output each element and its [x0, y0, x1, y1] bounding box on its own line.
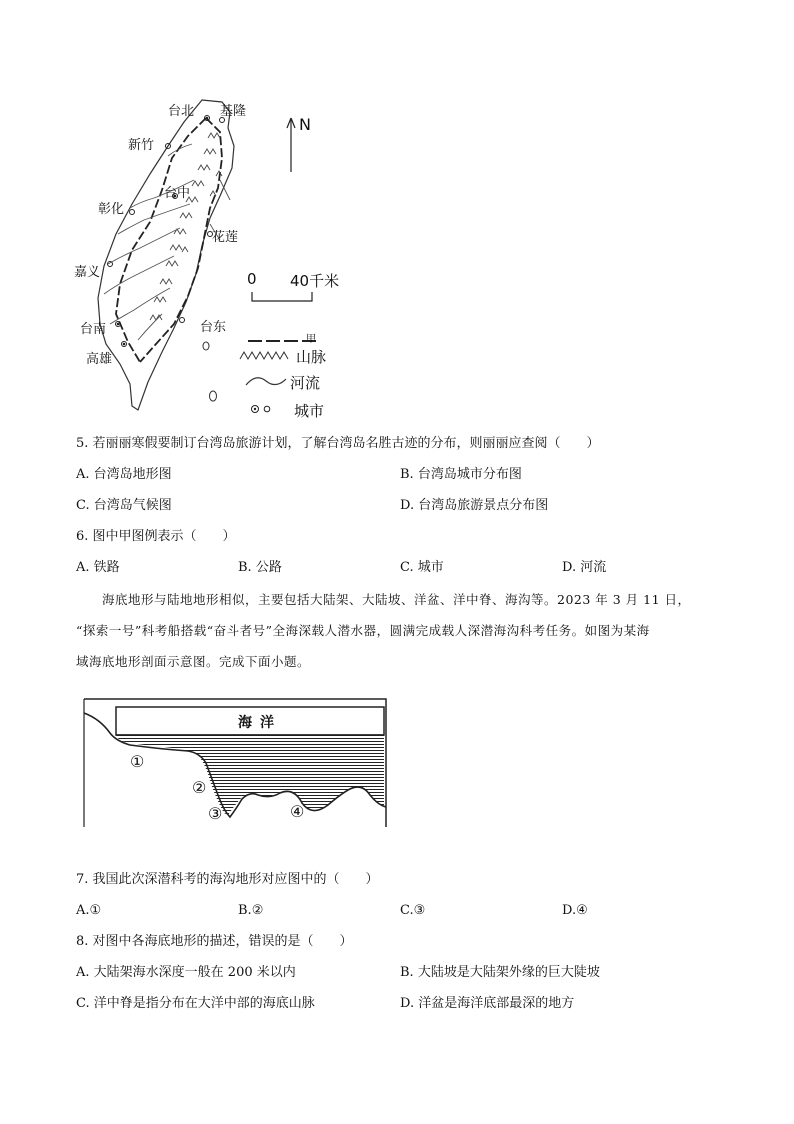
green-island	[203, 342, 209, 350]
legend-mountain-symbol	[238, 348, 296, 362]
passage-line-2: “探索一号”科考船搭载“奋斗者号”全海深载人潜水器，圆满完成载人深潜海沟科考任务。如图为某海	[76, 623, 650, 638]
option-text: 大陆坡是大陆架外缘的巨大陡坡	[417, 965, 600, 980]
taiwan-map	[70, 88, 370, 420]
city-label-hualien: 花莲	[212, 230, 239, 245]
option-text: 公路	[255, 560, 282, 575]
city-label-taitung: 台东	[200, 320, 227, 335]
question-text: 对图中各海底地形的描述，错误的是（ ）	[92, 934, 353, 949]
option-text: ①	[89, 903, 102, 918]
question-6-stem	[76, 528, 236, 546]
option-key: C.	[400, 560, 414, 575]
option-text: 台湾岛城市分布图	[417, 467, 522, 482]
question-number: 5.	[76, 436, 89, 451]
option-text: 河流	[580, 560, 607, 575]
question-5-stem	[76, 435, 600, 453]
question-7-stem	[76, 871, 379, 889]
scale-bar	[250, 290, 316, 304]
question-8-option-d[interactable]	[400, 995, 574, 1013]
question-7-option-c[interactable]	[400, 902, 425, 920]
question-5-option-b[interactable]	[400, 466, 522, 484]
profile-marker-2: ②	[192, 778, 207, 797]
question-6-option-d[interactable]	[562, 559, 606, 577]
question-7-option-d[interactable]	[562, 902, 588, 920]
option-key: A.	[76, 560, 90, 575]
city-label-tainan: 台南	[80, 322, 107, 337]
question-6-option-a[interactable]	[76, 559, 120, 577]
question-7-option-a[interactable]	[76, 902, 101, 920]
option-text: ③	[413, 903, 426, 918]
city-label-taichung: 台中	[164, 186, 191, 201]
orchid-island	[210, 391, 217, 401]
city-label-changhua: 彰化	[98, 202, 125, 217]
scale-end-label: 40千米	[290, 272, 340, 290]
profile-marker-4: ④	[290, 802, 305, 821]
north-label: N	[299, 115, 311, 134]
question-text: 若丽丽寒假要制订台湾岛旅游计划，了解台湾岛名胜古迹的分布，则丽丽应查阅（ ）	[92, 436, 600, 451]
option-text: 铁路	[93, 560, 120, 575]
option-key: D.	[562, 560, 577, 575]
option-text: 洋中脊是指分布在大洋中部的海底山脉	[93, 996, 315, 1011]
question-number: 8.	[76, 934, 89, 949]
profile-marker-1: ①	[130, 752, 145, 771]
option-text: 台湾岛旅游景点分布图	[418, 498, 549, 513]
legend-river-label: 河流	[290, 374, 321, 392]
city-label-hsinchu: 新竹	[128, 138, 155, 153]
passage-line-3: 域海底地形剖面示意图。完成下面小题。	[76, 654, 311, 669]
question-8-option-c[interactable]	[76, 995, 315, 1013]
question-5-option-d[interactable]	[400, 497, 548, 515]
question-8-option-b[interactable]	[400, 964, 600, 982]
city-label-taipei: 台北	[168, 104, 195, 119]
legend-mountain-label: 山脉	[296, 348, 327, 366]
question-8-option-a[interactable]	[76, 964, 296, 982]
scale-start-label: 0	[247, 270, 257, 288]
option-key: B.	[400, 965, 414, 980]
option-key: C.	[400, 903, 414, 918]
question-6-option-b[interactable]	[238, 559, 282, 577]
legend-city-symbol	[250, 403, 276, 415]
option-key: B.	[400, 467, 414, 482]
option-key: A.	[76, 903, 90, 918]
question-6-option-c[interactable]	[400, 559, 444, 577]
question-5-option-c[interactable]	[76, 497, 172, 515]
seafloor-profile-diagram	[80, 695, 390, 831]
profile-marker-3: ③	[208, 804, 223, 823]
question-7-option-b[interactable]	[238, 902, 263, 920]
city-label-chiayi: 嘉义	[74, 265, 101, 280]
question-8-stem	[76, 933, 353, 951]
option-text: 大陆架海水深度一般在 200 米以内	[93, 965, 296, 980]
legend-river-symbol	[244, 373, 288, 389]
option-text: ②	[251, 903, 264, 918]
question-5-option-a[interactable]	[76, 466, 172, 484]
option-key: A.	[76, 965, 90, 980]
legend-city-label: 城市	[294, 402, 325, 420]
ocean-label: 海洋	[238, 715, 282, 731]
city-label-kaohsiung: 高雄	[86, 352, 113, 367]
question-text: 我国此次深潜科考的海沟地形对应图中的（ ）	[92, 872, 379, 887]
option-key: B.	[238, 903, 252, 918]
option-key: C.	[76, 498, 90, 513]
legend-jia-label: 甲	[306, 334, 316, 345]
question-number: 6.	[76, 529, 89, 544]
option-text: 洋盆是海洋底部最深的地方	[418, 996, 575, 1011]
option-key: D.	[400, 498, 415, 513]
city-label-keelung: 基隆	[220, 104, 247, 119]
option-key: A.	[76, 467, 90, 482]
option-text: 台湾岛气候图	[93, 498, 172, 513]
option-text: 城市	[417, 560, 444, 575]
question-text: 图中甲图例表示（ ）	[92, 529, 236, 544]
option-text: 台湾岛地形图	[93, 467, 172, 482]
passage-line-1: 海底地形与陆地地形相似，主要包括大陆架、大陆坡、洋盆、洋中脊、海沟等。2023 年 3 月 11 日，	[102, 592, 691, 607]
option-key: C.	[76, 996, 90, 1011]
north-arrow-icon	[283, 116, 299, 174]
question-number: 7.	[76, 872, 89, 887]
option-key: D.	[400, 996, 415, 1011]
option-key: D.	[562, 903, 577, 918]
option-key: B.	[238, 560, 252, 575]
option-text: ④	[576, 903, 588, 918]
